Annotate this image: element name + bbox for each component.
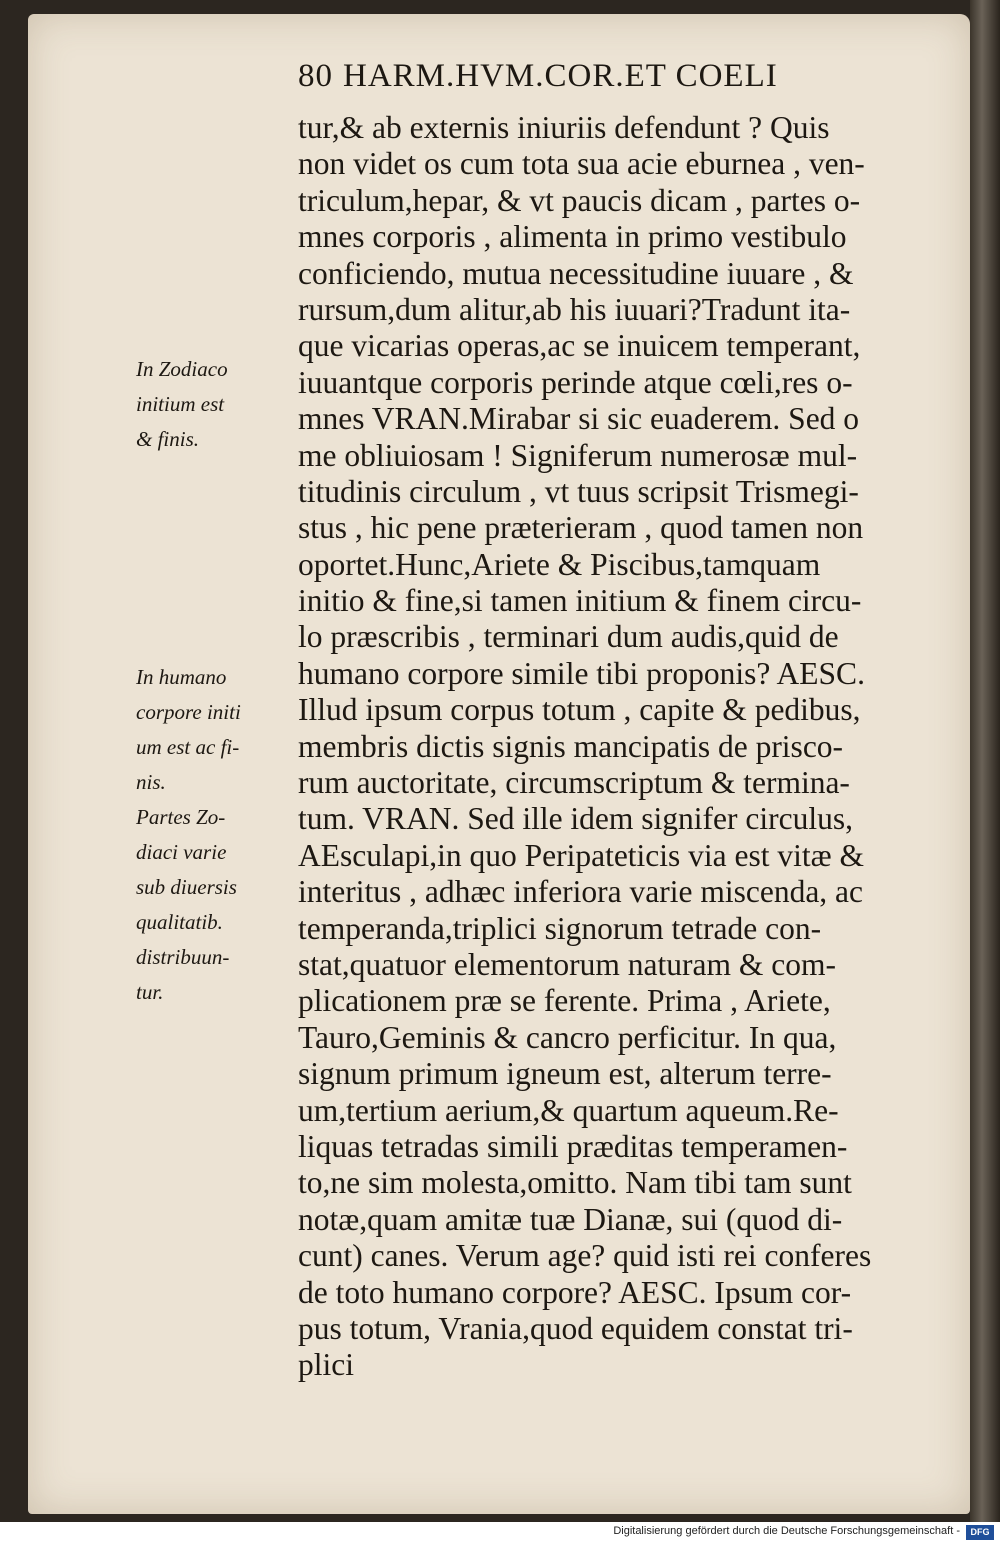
- text-line: non videt os cum tota sua acie eburnea , ven-: [298, 146, 865, 182]
- book-edge: [970, 0, 1000, 1522]
- text-line: Illud ipsum corpus totum , capite & pedibus,: [298, 692, 861, 728]
- margin-note-line: corpore initi: [136, 700, 241, 724]
- text-line: lo præscribis , terminari dum audis,quid de: [298, 619, 839, 655]
- text-line: mnes VRAN.Mirabar si sic euaderem. Sed o: [298, 401, 860, 437]
- margin-note-line: & finis.: [136, 427, 200, 451]
- text-line: mnes corporis , alimenta in primo vestibulo: [298, 219, 847, 255]
- text-line: me obliuiosam ! Signiferum numerosæ mul-: [298, 437, 858, 473]
- text-line: Tauro,Geminis & cancro perficitur. In qua,: [298, 1019, 837, 1055]
- text-line: conficiendo, mutua necessitudine iuuare , &: [298, 255, 854, 291]
- margin-note-corpus: [136, 660, 286, 1010]
- margin-note-zodiac: [136, 352, 286, 457]
- running-title: HARM.HVM.COR.ET COELI: [343, 58, 778, 94]
- text-line: AEsculapi,in quo Peripateticis via est vitæ &: [298, 837, 865, 873]
- text-line: interitus , adhæc inferiora varie miscenda, ac: [298, 874, 864, 910]
- text-line: rursum,dum alitur,ab his iuuari?Tradunt ita-: [298, 291, 851, 327]
- text-line: rum auctoritate, circumscriptum & termina-: [298, 765, 850, 801]
- text-line: pus totum, Vrania,quod equidem constat tri-: [298, 1310, 853, 1346]
- margin-note-line: sub diuersis: [136, 875, 237, 899]
- text-line: stus , hic pene præterieram , quod tamen non: [298, 510, 864, 546]
- text-line: oportet.Hunc,Ariete & Piscibus,tamquam: [298, 546, 821, 582]
- text-line: que vicarias operas,ac se inuicem temperant,: [298, 328, 861, 364]
- main-text-block: [298, 110, 928, 1384]
- dfg-logo: DFG: [966, 1525, 994, 1540]
- text-line: cunt) canes. Verum age? quid isti rei conferes: [298, 1238, 872, 1274]
- margin-note-line: In humano: [136, 665, 227, 689]
- text-line: plicationem præ se ferente. Prima , Ariete,: [298, 983, 831, 1019]
- text-line: de toto humano corpore? AESC. Ipsum cor-: [298, 1274, 852, 1310]
- margin-note-line: diaci varie: [136, 840, 227, 864]
- page-header: [298, 58, 918, 102]
- margin-note-line: In Zodiaco: [136, 357, 228, 381]
- text-line: stat,quatuor elementorum naturam & com-: [298, 946, 836, 982]
- text-line: to,ne sim molesta,omitto. Nam tibi tam sunt: [298, 1165, 852, 1201]
- text-line: signum primum igneum est, alterum terre-: [298, 1056, 832, 1092]
- text-line: plici: [298, 1347, 354, 1383]
- text-line: initio & fine,si tamen initium & finem circu-: [298, 583, 862, 619]
- footer-bar: [0, 1522, 1000, 1543]
- text-line: tum. VRAN. Sed ille idem signifer circulus,: [298, 801, 853, 837]
- margin-note-line: qualitatib.: [136, 910, 223, 934]
- text-line: liquas tetradas simili præditas temperamen-: [298, 1128, 848, 1164]
- text-line: membris dictis signis mancipatis de prisco-: [298, 728, 844, 764]
- text-line: notæ,quam amitæ tuæ Dianæ, sui (quod di-: [298, 1201, 843, 1237]
- funding-credit: Digitalisierung gefördert durch die Deutsche Forschungsgemeinschaft -: [613, 1525, 960, 1537]
- text-line: iuuantque corporis perinde atque cœli,res o-: [298, 364, 853, 400]
- margin-note-line: distribuun-: [136, 945, 230, 969]
- text-line: titudinis circulum , vt tuus scripsit Trismegi-: [298, 473, 859, 509]
- text-line: um,tertium aerium,& quartum aqueum.Re-: [298, 1092, 839, 1128]
- text-line: tur,& ab externis iniuriis defendunt ? Quis: [298, 110, 830, 145]
- margin-note-line: Partes Zo-: [136, 805, 226, 829]
- page-number: 80: [298, 58, 333, 94]
- margin-note-line: tur.: [136, 980, 164, 1004]
- text-line: temperanda,triplici signorum tetrade con-: [298, 910, 822, 946]
- margin-note-line: nis.: [136, 770, 166, 794]
- margin-note-line: um est ac fi-: [136, 735, 240, 759]
- text-line: humano corpore simile tibi proponis? AESC.: [298, 655, 865, 691]
- margin-note-line: initium est: [136, 392, 225, 416]
- text-line: triculum,hepar, & vt paucis dicam , partes o-: [298, 182, 861, 218]
